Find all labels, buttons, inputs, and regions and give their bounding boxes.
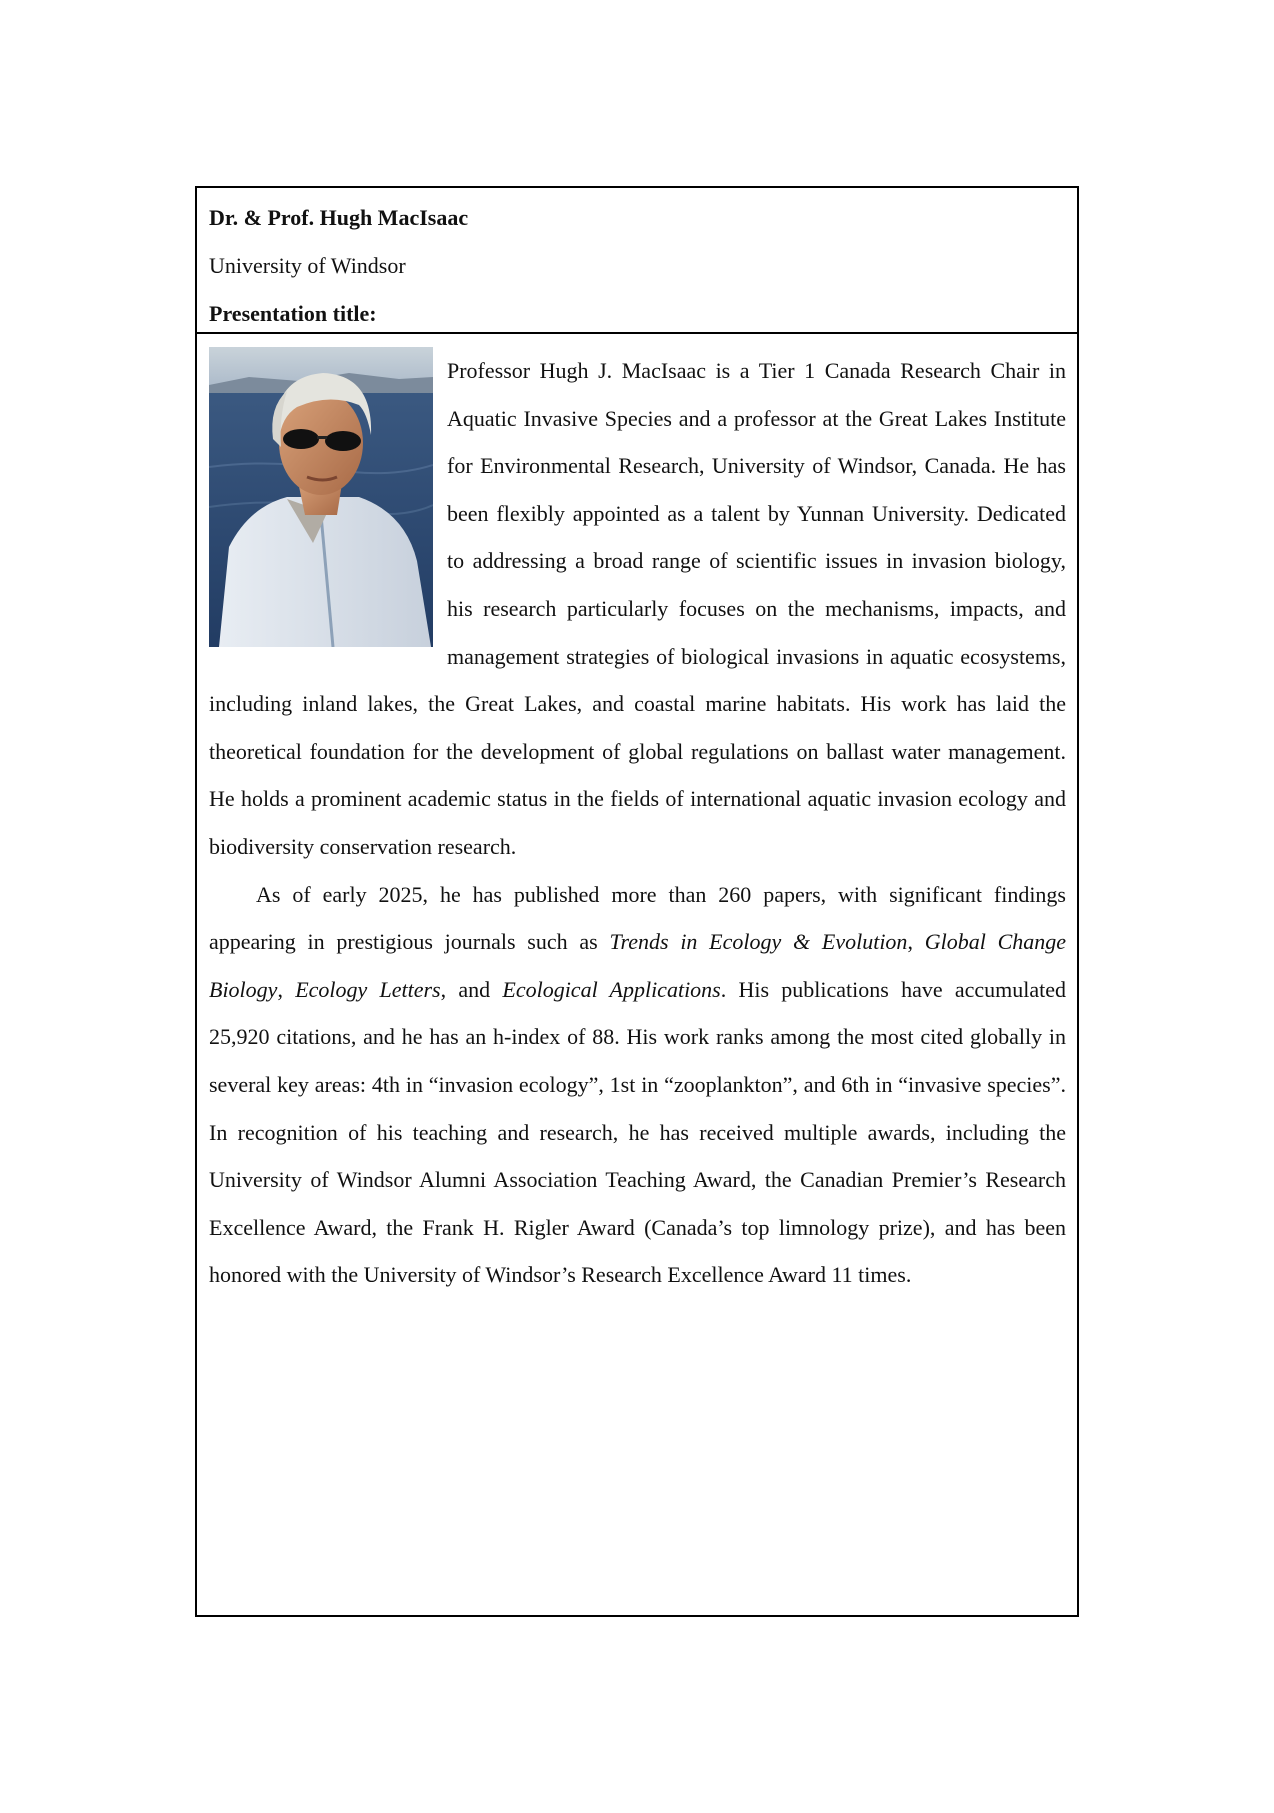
- portrait-image: [209, 347, 433, 647]
- bio-section: [209, 347, 1066, 1615]
- journal-name: Global Change Biology: [209, 929, 1067, 1002]
- bio-text-span: ,: [277, 976, 296, 1002]
- profile-header: [197, 188, 1077, 334]
- bio-text-span: . His publications have accumulated 25,920 citations, and he has an h-index of 88. His work ranks among the most cited globally in several key areas: 4th in “invasion ecology”, 1st in “zooplankton”, and 6th in “invasive species”. In recognition of his teaching and research, he has received multiple awards, including the University of Windsor Alumni Association Teaching Award, the Canadian Premier’s Research Excellence Award, the Frank H. Rigler Award (Canada’s top limnology prize), and has been honored with the University of Windsor’s Research Excellence Award 11 times.: [209, 976, 1067, 1288]
- speaker-affiliation: University of Windsor: [209, 253, 406, 278]
- speaker-name: Dr. & Prof. Hugh MacIsaac: [209, 205, 469, 230]
- bio-text-span: ,: [907, 929, 925, 955]
- journal-name: Ecology Letters: [295, 976, 441, 1002]
- bio-text-span: As of early 2025, he has published more than 260 papers, with significant findings appearing in prestigious journals such as: [209, 881, 1066, 955]
- journal-name: Ecological Applications: [502, 976, 721, 1002]
- bio-paragraph-1: Professor Hugh J. MacIsaac is a Tier 1 Canada Research Chair in Aquatic Invasive Species and a professor at the Great Lakes Institute for Environmental Research, University of Windsor, Canada. He has been flexibly appointed as a talent by Yunnan University. Dedicated to addressing a broad range of scientific issues in invasion biology, his research particularly focuses on the mechanisms, impacts, and management strategies of biological invasions in aquatic ecosystems, including inland lakes, the Great Lakes, and coastal marine habitats. His work has laid the theoretical foundation for the development of global regulations on ballast water management. He holds a prominent academic status in the fields of international aquatic invasion ecology and biodiversity conservation research.: [209, 358, 1066, 859]
- speaker-photo: [209, 347, 433, 647]
- presentation-title-label: Presentation title:: [209, 301, 377, 326]
- journal-name: Trends in Ecology & Evolution: [609, 929, 908, 955]
- bio-text-span: , and: [440, 976, 503, 1002]
- profile-box: [195, 186, 1079, 1617]
- bio-paragraph-2: [209, 871, 1066, 1299]
